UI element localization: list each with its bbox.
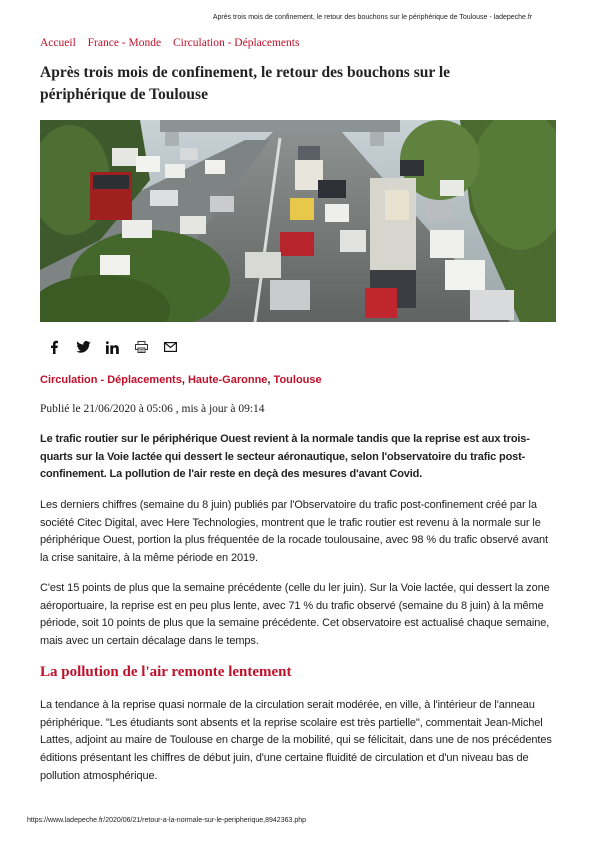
twitter-icon[interactable]: [75, 339, 91, 355]
tag-toulouse-link[interactable]: Toulouse: [273, 374, 322, 386]
tag-haute-garonne-link[interactable]: Haute-Garonne: [187, 374, 268, 386]
email-icon[interactable]: [162, 339, 178, 355]
article-photo: [40, 120, 556, 322]
article-paragraph-1: Les derniers chiffres (semaine du 8 juin) publiés par l'Observatoire du trafic post-confinement créé par la société Citec Digital, avec Here Technologies, montrent que le trafic routier est revenu à la normale sur le périphérique Ouest, portion la plus fréquentée de la rocade toulousaine, avec 98 % du trafic observé avant la crise sanitaire, à la même période en 2019.: [40, 499, 548, 565]
article-paragraph-3: La tendance à la reprise quasi normale de la circulation serait modérée, en ville, à l'intérieur de l'anneau périphérique. "Les étudiants sont absents et la reprise scolaire est très partielle", commentait Jean-Michel Lattes, adjoint au maire de Toulouse en charge de la mobilité, qui se félicitait, dans une de nos précédentes éditions présentant les chiffres de début juin, d'une certaine fluidité de circulation et d'un niveau bas de pollution atmosphérique.: [40, 699, 552, 782]
breadcrumb-circulation-link[interactable]: Circulation - Déplacements: [172, 37, 300, 49]
traffic-jam-illustration: [40, 120, 556, 322]
article-lead: Le trafic routier sur le périphérique Ouest revient à la normale tandis que la reprise est aux trois-quarts sur la Voie lactée qui dessert le secteur aéronautique, selon l'observatoire du trafic post-confinement. La pollution de l'air reste en deçà des mesures d'avant Covid.: [40, 433, 530, 481]
breadcrumb-france-monde-link[interactable]: France - Monde: [87, 37, 162, 49]
article-subheading: La pollution de l'air remonte lentement: [40, 664, 292, 680]
tag-separator: ,: [181, 374, 188, 386]
tag-separator: ,: [267, 374, 274, 386]
facebook-icon[interactable]: [46, 339, 62, 355]
breadcrumb: [40, 37, 308, 49]
print-header: [0, 14, 595, 21]
share-bar: [46, 339, 178, 355]
linkedin-icon[interactable]: [104, 339, 120, 355]
publication-date: Publié le 21/06/2020 à 05:06 , mis à jour à 09:14: [40, 403, 265, 415]
print-footer-url: https://www.ladepeche.fr/2020/06/21/retour-a-la-normale-sur-le-peripherique,8942363.php: [27, 817, 306, 824]
breadcrumb-home-link[interactable]: Accueil: [40, 37, 76, 49]
print-header-title: Après trois mois de confinement, le retour des bouchons sur le périphérique de Toulouse - ladepeche.fr: [212, 14, 533, 21]
article-paragraph-2: C'est 15 points de plus que la semaine précédente (celle du ler juin). Sur la Voie lactée, qui dessert la zone aéroportuaire, la reprise est en peu plus lente, avec 71 % du trafic observé (semaine du 8 juin) à la même période, soit 10 points de plus que la semaine précédente. Cet observatoire est actualisé chaque semaine, mais avec un certain décalage dans le temps.: [40, 582, 550, 648]
article-tags: [40, 374, 322, 386]
article-title: Après trois mois de confinement, le retour des bouchons sur le périphérique de Toulouse: [40, 64, 451, 103]
tag-circulation-link[interactable]: Circulation - Déplacements: [40, 374, 182, 386]
print-icon[interactable]: [133, 339, 149, 355]
